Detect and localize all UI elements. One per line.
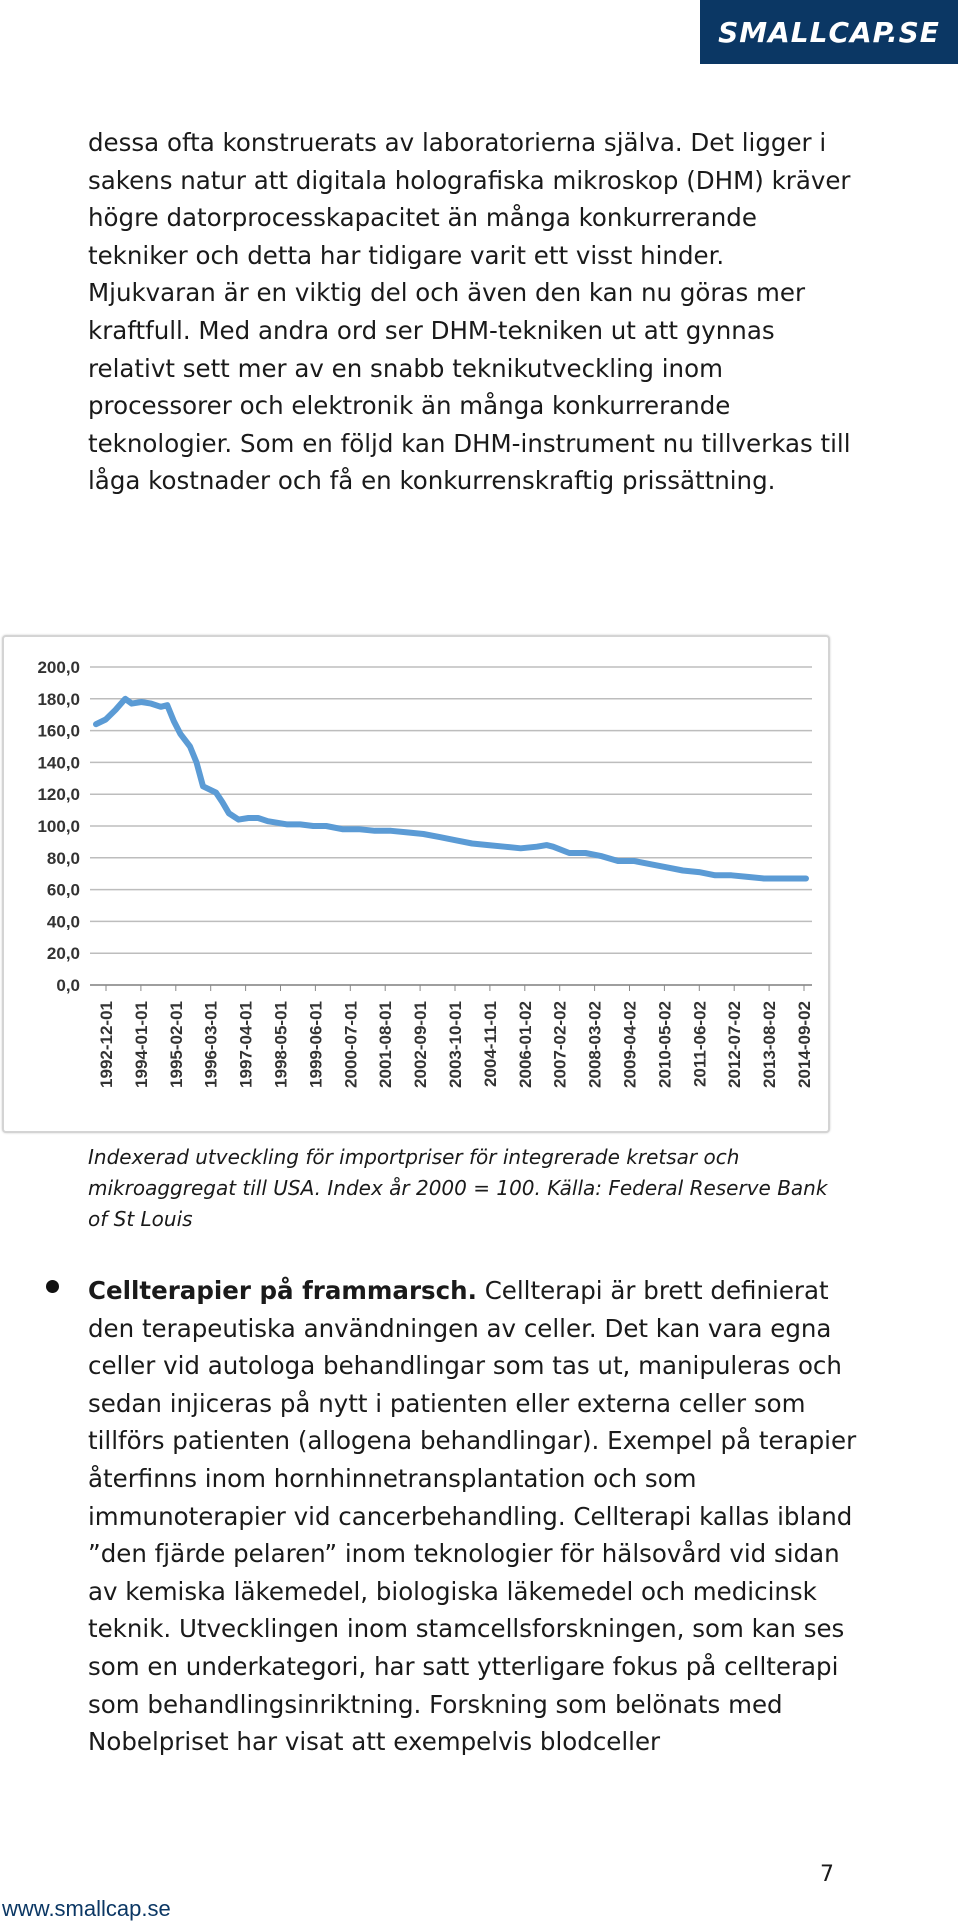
bullet-paragraph (88, 1272, 858, 1761)
x-tick-label: 1992-12-01 (97, 1001, 116, 1088)
chart-frame (2, 635, 830, 1133)
body-paragraph-1: dessa ofta konstruerats av laboratorierna själva. Det ligger i sakens natur att digitala holografiska mikroskop (DHM) kräver högre datorprocesskapacitet än många konkurrerande tekniker och detta har tidigare varit ett visst hinder. Mjukvaran är en viktig del och även den kan nu göras mer kraftfull. Med andra ord ser DHM-tekniken ut att gynnas relativt sett mer av en snabb teknikutveckling inom processorer och elektronik än många konkurrerande teknologier. Som en följd kan DHM-instrument nu tillverkas till låga kostnader och få en konkurrenskraftig prissättning. (88, 128, 851, 496)
y-tick-label: 80,0 (46, 848, 80, 868)
y-tick-label: 0,0 (56, 976, 80, 995)
x-tick-label: 2014-09-02 (795, 1001, 814, 1088)
x-tick-label: 2000-07-01 (341, 1001, 361, 1088)
bullet-text: Cellterapi är brett definierat den terapeutiska användningen av celler. Det kan vara egna celler vid autologa behandlingar som tas ut, manipuleras och sedan injiceras på nytt i patienten eller externa celler som tillförs patienten (allogena behandlingar). Exempel på terapier återfinns inom hornhinnetransplantation och som immunoterapier vid cancerbehandling. Cellterapi kallas ibland ”den fjärde pelaren” inom teknologier för hälsovård vid sidan av kemiska läkemedel, biologiska läkemedel och medicinsk teknik. Utvecklingen inom stamcellsforskningen, som kan ses som en underkategori, har satt ytterligare fokus på cellterapi som behandlingsinriktning. Forskning som belönats med Nobelpriset har visat att exempelvis blodceller (88, 1276, 857, 1757)
chart-caption: Indexerad utveckling för importpriser för integrerade kretsar och mikroaggregat till USA. Index år 2000 = 100. Källa: Federal Reserve Bank of St Louis (88, 1145, 828, 1231)
x-tick-label: 2012-07-02 (725, 1001, 745, 1088)
y-tick-label: 180,0 (37, 689, 80, 709)
page-number: 7 (820, 1862, 834, 1887)
y-tick-label: 60,0 (46, 880, 80, 900)
x-tick-label: 1998-05-01 (271, 1001, 291, 1088)
x-tick-label: 1997-04-01 (236, 1001, 256, 1088)
logo-text: SMALLCAP.SE (718, 15, 940, 49)
x-tick-label: 2010-05-02 (655, 1001, 675, 1088)
footer-url[interactable]: www.smallcap.se (2, 1896, 171, 1921)
y-tick-label: 100,0 (37, 817, 80, 836)
y-tick-label: 160,0 (37, 721, 80, 741)
x-tick-label: 2002-09-01 (411, 1001, 431, 1088)
x-tick-label: 1995-02-01 (166, 1001, 186, 1088)
x-tick-label: 2003-10-01 (446, 1001, 465, 1088)
series-line-index (96, 699, 806, 879)
y-tick-label: 40,0 (46, 912, 80, 932)
x-tick-label: 2001-08-01 (376, 1001, 396, 1088)
x-tick-label: 2013-08-02 (760, 1001, 780, 1088)
y-tick-label: 120,0 (37, 785, 80, 805)
x-tick-label: 1996-03-01 (201, 1001, 221, 1088)
x-tick-label: 1999-06-01 (306, 1001, 326, 1088)
x-tick-label: 2006-01-02 (515, 1001, 535, 1088)
price-index-chart (4, 637, 828, 1131)
x-tick-label: 2011-06-02 (690, 1001, 710, 1088)
y-tick-label: 200,0 (37, 658, 80, 677)
x-tick-label: 2008-03-02 (585, 1001, 605, 1088)
y-tick-label: 140,0 (37, 753, 80, 773)
smallcap-logo (700, 0, 958, 64)
bullet-heading: Cellterapier på frammarsch. (88, 1276, 477, 1305)
x-tick-label: 2007-02-02 (550, 1001, 570, 1088)
x-tick-label: 2009-04-02 (620, 1001, 640, 1088)
y-tick-label: 20,0 (46, 944, 80, 964)
bullet-dot (46, 1280, 59, 1293)
x-tick-label: 2004-11-01 (480, 1001, 500, 1088)
x-tick-label: 1994-01-01 (131, 1001, 151, 1088)
